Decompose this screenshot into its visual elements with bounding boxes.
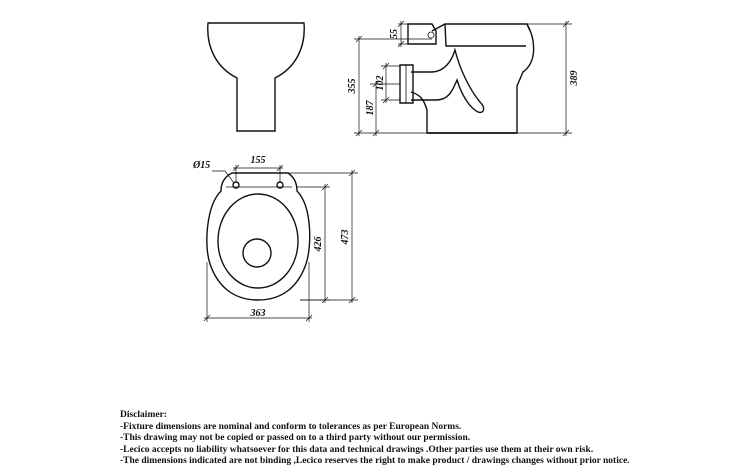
disclaimer-line: -Fixture dimensions are nominal and conform to tolerances as per European Norms.: [120, 421, 462, 432]
plan-view: [207, 173, 310, 300]
dim-155: 155: [250, 155, 266, 166]
dim-355: 355: [347, 78, 358, 94]
dim-473: 473: [340, 229, 351, 245]
disclaimer-block: [120, 410, 740, 468]
side-dimensions: [354, 21, 572, 136]
dim-102: 102: [375, 75, 386, 91]
front-view: [208, 23, 304, 131]
disclaimer-title: Disclaimer:: [120, 410, 167, 420]
dim-363: 363: [250, 308, 266, 319]
disclaimer-line: -This drawing may not be copied or passed on to a third party without our permission.: [120, 433, 471, 444]
disclaimer-line: -Lecico accepts no liability whatsoever for this data and technical drawings .Other parties use them at their own risk.: [120, 444, 594, 455]
side-view: [400, 24, 534, 133]
dim-55: 55: [389, 29, 400, 39]
dim-389: 389: [569, 70, 580, 86]
dim-187: 187: [365, 100, 376, 116]
dim-426: 426: [313, 236, 324, 252]
dim-hole-diameter: Ø15: [193, 160, 211, 171]
disclaimer-line: -The dimensions indicated are not binding ,Lecico reserves the right to make product / drawings changes without prior notice.: [120, 456, 630, 467]
